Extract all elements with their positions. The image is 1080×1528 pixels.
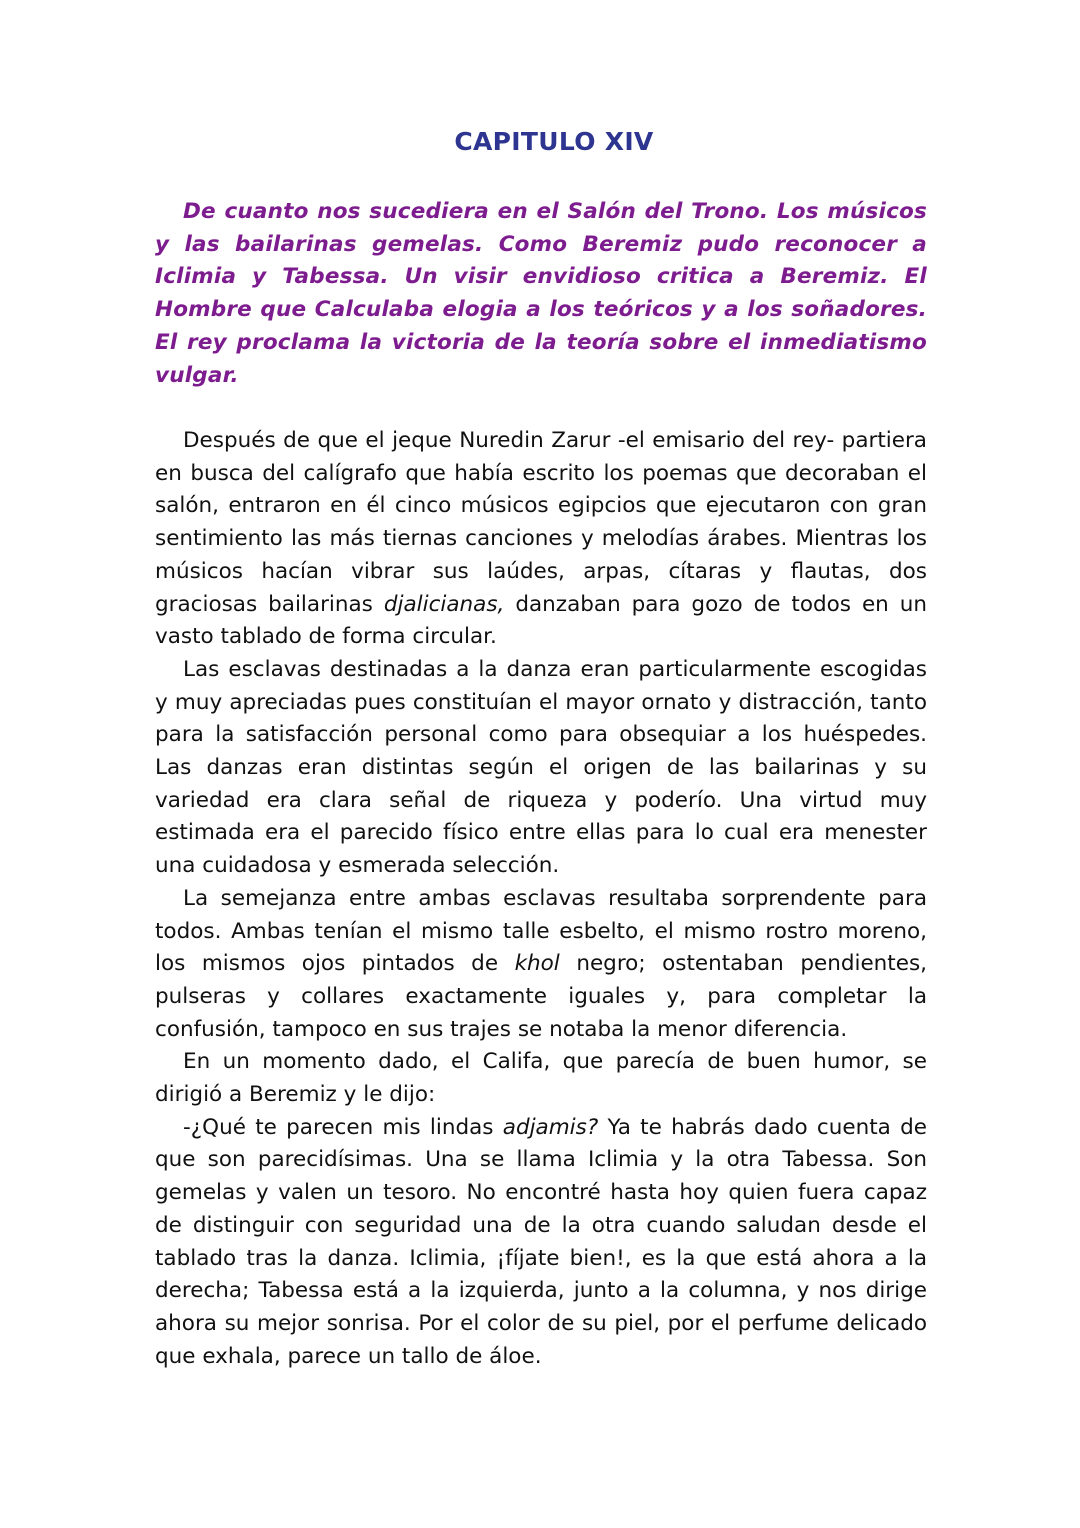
paragraph: Las esclavas destinadas a la danza eran particularmente escogidas y muy apreciadas pues constituían el mayor ornato y distracción, tanto para la satisfacción personal como para obsequiar a los huéspedes. Las danzas eran distintas según el origen de las bailarinas y su variedad era clara señal de riqueza y poderío. Una virtud muy estimada era el parecido físico entre ellas para lo cual era menester una cuidadosa y esmerada selección. [155,656,927,879]
italic-term: khol [514,951,560,977]
italic-term: adjamis? [502,1114,599,1140]
chapter-title: CAPITULO XIV [454,127,654,156]
paragraph: En un momento dado, el Califa, que parecía de buen humor, se dirigió a Beremiz y le dijo: [155,1049,927,1108]
paragraph: Después de que el jeque Nuredin Zarur -el emisario del rey- partiera en busca del calígrafo que había escrito los poemas que decoraban el salón, entraron en él cinco músicos egipcios que ejecutaron con gran sentimiento las más tiernas canciones y melodías árabes. Mientras los músicos hacían vibrar sus laúdes, arpas, cítaras y flautas, dos graciosas bailarinas djalicianas, danzaban para gozo de todos en un vasto tablado de forma circular. [155,428,927,650]
chapter-body [155,425,927,1373]
paragraph: -¿Qué te parecen mis lindas adjamis? Ya te habrás dado cuenta de que son parecidísimas. Una se llama Iclimia y la otra Tabessa. Son gemelas y valen un tesoro. No encontré hasta hoy quien fuera capaz de distinguir con seguridad una de la otra cuando saludan desde el tablado tras la danza. Iclimia, ¡fíjate bien!, es la que está ahora a la derecha; Tabessa está a la izquierda, junto a la columna, y nos dirige ahora su mejor sonrisa. Por el color de su piel, por el perfume delicado que exhala, parece un tallo de áloe. [155,1114,927,1369]
paragraph: La semejanza entre ambas esclavas resultaba sorprendente para todos. Ambas tenían el mismo talle esbelto, el mismo rostro moreno, los mismos ojos pintados de khol negro; ostentaban pendientes, pulseras y collares exactamente iguales y, para completar la confusión, tampoco en sus trajes se notaba la menor diferencia. [155,885,927,1042]
italic-term: djalicianas, [383,591,505,617]
chapter-summary: De cuanto nos sucediera en el Salón del Trono. Los músicos y las bailarinas gemelas. Como Beremiz pudo reconocer a Iclimia y Tabessa. Un visir envidioso critica a Beremiz. El Hombre que Calculaba elogia a los teóricos y a los soñadores. El rey proclama la victoria de la teoría sobre el inmediatismo vulgar. [155,199,927,388]
